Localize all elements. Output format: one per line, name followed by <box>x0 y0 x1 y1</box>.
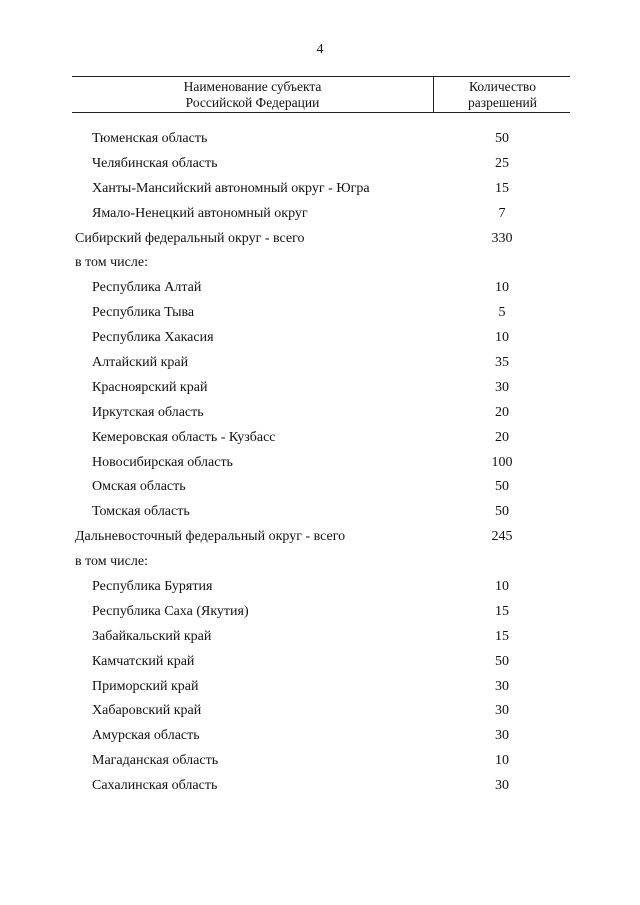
row-name: Челябинская область <box>92 155 218 171</box>
table-row <box>72 127 570 152</box>
row-name: Ямало-Ненецкий автономный округ <box>92 205 308 221</box>
table-row <box>72 276 570 301</box>
table-row <box>72 351 570 376</box>
row-name: Алтайский край <box>92 355 189 371</box>
row-value: 10 <box>495 579 509 595</box>
table-header <box>72 76 570 113</box>
row-value: 50 <box>495 504 509 520</box>
row-value: 15 <box>495 628 509 644</box>
table-row <box>72 500 570 525</box>
table-row <box>72 774 570 799</box>
table-row-district-total <box>72 525 570 550</box>
row-name: Хабаровский край <box>92 703 202 719</box>
table-row <box>72 376 570 401</box>
row-name: в том числе: <box>75 554 148 570</box>
row-name: Сибирский федеральный округ - всего <box>75 230 305 246</box>
row-value: 50 <box>495 131 509 146</box>
row-name: Красноярский край <box>92 379 208 395</box>
table-row-including <box>72 550 570 575</box>
page-number: 4 <box>316 42 324 57</box>
row-name: Омская область <box>92 479 186 495</box>
row-name: Камчатский край <box>92 653 195 669</box>
row-name: Амурская область <box>92 728 200 744</box>
row-value: 35 <box>495 355 509 371</box>
row-value: 30 <box>495 678 509 694</box>
row-value: 15 <box>495 180 509 196</box>
table-row <box>72 575 570 600</box>
row-name: Сахалинская область <box>92 778 218 794</box>
table-row <box>72 177 570 202</box>
row-value: 50 <box>495 653 509 669</box>
table-row <box>72 675 570 700</box>
table-row <box>72 326 570 351</box>
row-value: 20 <box>495 429 509 445</box>
table-row <box>72 152 570 177</box>
row-name: Томская область <box>92 504 190 520</box>
row-name: Республика Хакасия <box>92 330 214 346</box>
row-value: 30 <box>495 778 509 794</box>
row-name: Новосибирская область <box>92 454 233 470</box>
table-row <box>72 202 570 227</box>
row-value: 5 <box>498 305 506 321</box>
row-value: 30 <box>495 379 509 395</box>
row-value: 20 <box>495 404 509 420</box>
table-row <box>72 625 570 650</box>
row-value: 30 <box>495 728 509 744</box>
row-value: 10 <box>495 280 509 296</box>
table-row <box>72 451 570 476</box>
table-row <box>72 749 570 774</box>
header-subject-name-line1: Наименование субъекта <box>183 79 322 94</box>
row-name: Ханты-Мансийский автономный округ - Югра <box>92 180 370 196</box>
table-row <box>72 301 570 326</box>
table-row <box>72 600 570 625</box>
header-subject-name <box>72 77 434 112</box>
row-value: 100 <box>491 454 513 470</box>
row-name: Приморский край <box>92 678 199 694</box>
table-row <box>72 699 570 724</box>
header-permit-count-line1: Количество <box>469 79 536 94</box>
table-row-district-total <box>72 227 570 252</box>
table-row <box>72 426 570 451</box>
row-name: Тюменская область <box>92 131 208 146</box>
table-row <box>72 724 570 749</box>
row-name: Республика Алтай <box>92 280 202 296</box>
row-name: Дальневосточный федеральный округ - всего <box>75 529 346 545</box>
row-value: 30 <box>495 703 509 719</box>
row-name: Забайкальский край <box>92 628 212 644</box>
table-row-including <box>72 251 570 276</box>
row-name: Республика Бурятия <box>92 579 213 595</box>
row-name: в том числе: <box>75 255 148 271</box>
row-name: Магаданская область <box>92 753 219 769</box>
row-value: 25 <box>495 155 509 171</box>
row-name: Республика Тыва <box>92 305 195 321</box>
row-value: 330 <box>491 230 513 246</box>
table-row <box>72 475 570 500</box>
row-value: 7 <box>498 205 506 221</box>
row-name: Иркутская область <box>92 404 204 420</box>
table-body <box>72 127 570 799</box>
header-permit-count <box>435 77 570 112</box>
table-row <box>72 650 570 675</box>
table-row <box>72 401 570 426</box>
row-value: 15 <box>495 603 509 619</box>
header-subject-name-line2: Российской Федерации <box>185 95 320 110</box>
row-name: Кемеровская область - Кузбасс <box>92 429 276 445</box>
row-value: 50 <box>495 479 509 495</box>
row-value: 245 <box>491 529 513 545</box>
row-value: 10 <box>495 330 509 346</box>
row-name: Республика Саха (Якутия) <box>92 603 249 619</box>
row-value: 10 <box>495 753 509 769</box>
header-permit-count-line2: разрешений <box>468 95 537 110</box>
